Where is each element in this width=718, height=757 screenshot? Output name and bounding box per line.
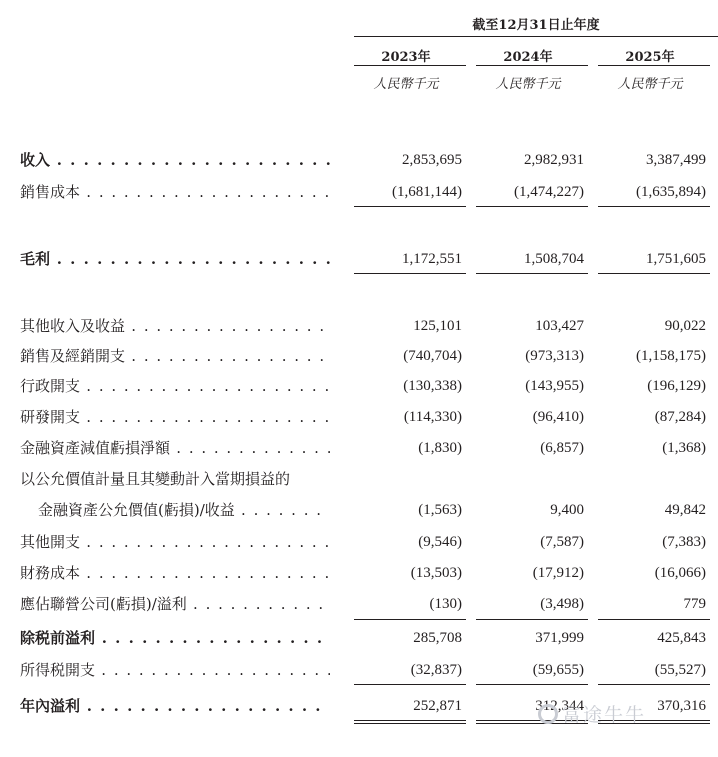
row-label: 行政開支 . . . — [20, 373, 330, 399]
period-header-rule — [354, 36, 718, 37]
value-2025: (1,635,894) — [636, 184, 706, 200]
value-2023: (1,681,144) — [392, 184, 462, 200]
row-label: 以公允價值計量且其變動計入當期損益的 — [20, 470, 291, 488]
row-label: 除税前溢利 . . . — [20, 625, 330, 651]
value-2024: 103,427 — [535, 318, 584, 334]
value-2024: 9,400 — [550, 502, 584, 518]
year-2023-header: 2023年 — [381, 50, 431, 65]
row-finance-costs — [0, 560, 718, 586]
value-2023: (13,503) — [410, 565, 462, 581]
row-selling-expenses — [0, 343, 718, 369]
row-label: 應佔聯營公司(虧損)/溢利 . . . — [20, 591, 330, 617]
value-2023: (114,330) — [403, 409, 462, 425]
year-2025-rule — [598, 65, 710, 66]
row-label: 收入 . . . — [20, 147, 330, 173]
row-label: 金融資產減值虧損淨額 . . . — [20, 435, 330, 461]
subtotal-rule — [598, 206, 710, 207]
row-fvtpl-heading — [0, 466, 718, 492]
row-label: 財務成本 . . . — [20, 560, 330, 586]
row-share-of-associates — [0, 591, 718, 617]
row-fvtpl-fair-value — [0, 497, 718, 523]
value-2024: 2,982,931 — [524, 152, 584, 168]
value-2025: 779 — [683, 596, 706, 612]
subtotal-rule — [476, 273, 588, 274]
row-label: 其他開支 . . . — [20, 529, 330, 555]
value-2025: (16,066) — [654, 565, 706, 581]
value-2023: 125,101 — [413, 318, 462, 334]
value-2025: (87,284) — [654, 409, 706, 425]
period-header: 截至12月31日止年度 — [472, 18, 600, 33]
subtotal-rule — [598, 273, 710, 274]
subtotal-rule — [354, 273, 466, 274]
value-2025: (196,129) — [647, 378, 706, 394]
value-2023: (740,704) — [403, 348, 462, 364]
value-2024: (1,474,227) — [514, 184, 584, 200]
value-2023: 2,853,695 — [402, 152, 462, 168]
value-2025: 370,316 — [657, 698, 706, 714]
unit-2023: 人民幣千元 — [373, 77, 439, 92]
subtotal-rule — [598, 619, 710, 620]
value-2025: (55,527) — [654, 662, 706, 678]
subtotal-rule — [476, 206, 588, 207]
value-2023: 252,871 — [413, 698, 462, 714]
year-2024-rule — [476, 65, 588, 66]
value-2023: (130,338) — [403, 378, 462, 394]
watermark-text: 富途牛牛 — [562, 704, 647, 726]
row-other-expenses — [0, 529, 718, 555]
value-2025: 1,751,605 — [646, 251, 706, 267]
row-label: 研發開支 . . . — [20, 404, 330, 430]
subtotal-rule — [476, 619, 588, 620]
value-2025: 90,022 — [664, 318, 706, 334]
watermark — [538, 700, 646, 727]
value-2023: 285,708 — [413, 630, 462, 646]
value-2024: 371,999 — [535, 630, 584, 646]
value-2024: (7,587) — [540, 534, 584, 550]
value-2024: 312,344 — [535, 698, 584, 714]
row-label: 年內溢利 . . . — [20, 693, 330, 719]
subtotal-rule — [354, 206, 466, 207]
year-2024-header: 2024年 — [503, 50, 553, 65]
value-2025: 49,842 — [664, 502, 706, 518]
year-2023-rule — [354, 65, 466, 66]
value-2025: 3,387,499 — [646, 152, 706, 168]
total-double-rule — [354, 720, 466, 721]
subtotal-rule — [354, 619, 466, 620]
row-income-tax — [0, 657, 718, 683]
row-revenue — [0, 147, 718, 173]
value-2024: (6,857) — [540, 440, 584, 456]
value-2025: (1,368) — [662, 440, 706, 456]
value-2023: (9,546) — [418, 534, 462, 550]
row-impairment-losses — [0, 435, 718, 461]
watermark-logo-icon — [538, 704, 558, 724]
subtotal-rule — [598, 684, 710, 685]
row-profit-before-tax — [0, 625, 718, 651]
value-2024: (59,655) — [532, 662, 584, 678]
subtotal-rule — [354, 684, 466, 685]
unit-2025: 人民幣千元 — [617, 77, 683, 92]
row-gross-profit — [0, 246, 718, 272]
value-2023: (32,837) — [410, 662, 462, 678]
value-2024: (96,410) — [532, 409, 584, 425]
value-2023: (130) — [429, 596, 462, 612]
row-label: 銷售及經銷開支 . . . — [20, 343, 330, 369]
value-2024: (973,313) — [525, 348, 584, 364]
value-2025: (1,158,175) — [636, 348, 706, 364]
row-label: 其他收入及收益 . . . — [20, 313, 330, 339]
subtotal-rule — [476, 684, 588, 685]
value-2025: (7,383) — [662, 534, 706, 550]
row-admin-expenses — [0, 373, 718, 399]
row-label: 毛利 . . . — [20, 246, 330, 272]
total-double-rule — [354, 723, 466, 724]
value-2024: 1,508,704 — [524, 251, 584, 267]
value-2024: (3,498) — [540, 596, 584, 612]
row-label: 銷售成本 . . . — [20, 179, 330, 205]
year-2025-header: 2025年 — [625, 50, 675, 65]
value-2024: (17,912) — [532, 565, 584, 581]
row-label: 金融資產公允價值(虧損)/收益 . . . — [38, 497, 330, 523]
unit-2024: 人民幣千元 — [495, 77, 561, 92]
row-cost-of-sales — [0, 179, 718, 205]
value-2024: (143,955) — [525, 378, 584, 394]
value-2023: (1,563) — [418, 502, 462, 518]
value-2023: 1,172,551 — [402, 251, 462, 267]
value-2023: (1,830) — [418, 440, 462, 456]
row-rnd-expenses — [0, 404, 718, 430]
row-label: 所得税開支 . . . — [20, 657, 330, 683]
value-2025: 425,843 — [657, 630, 706, 646]
row-other-income — [0, 313, 718, 339]
